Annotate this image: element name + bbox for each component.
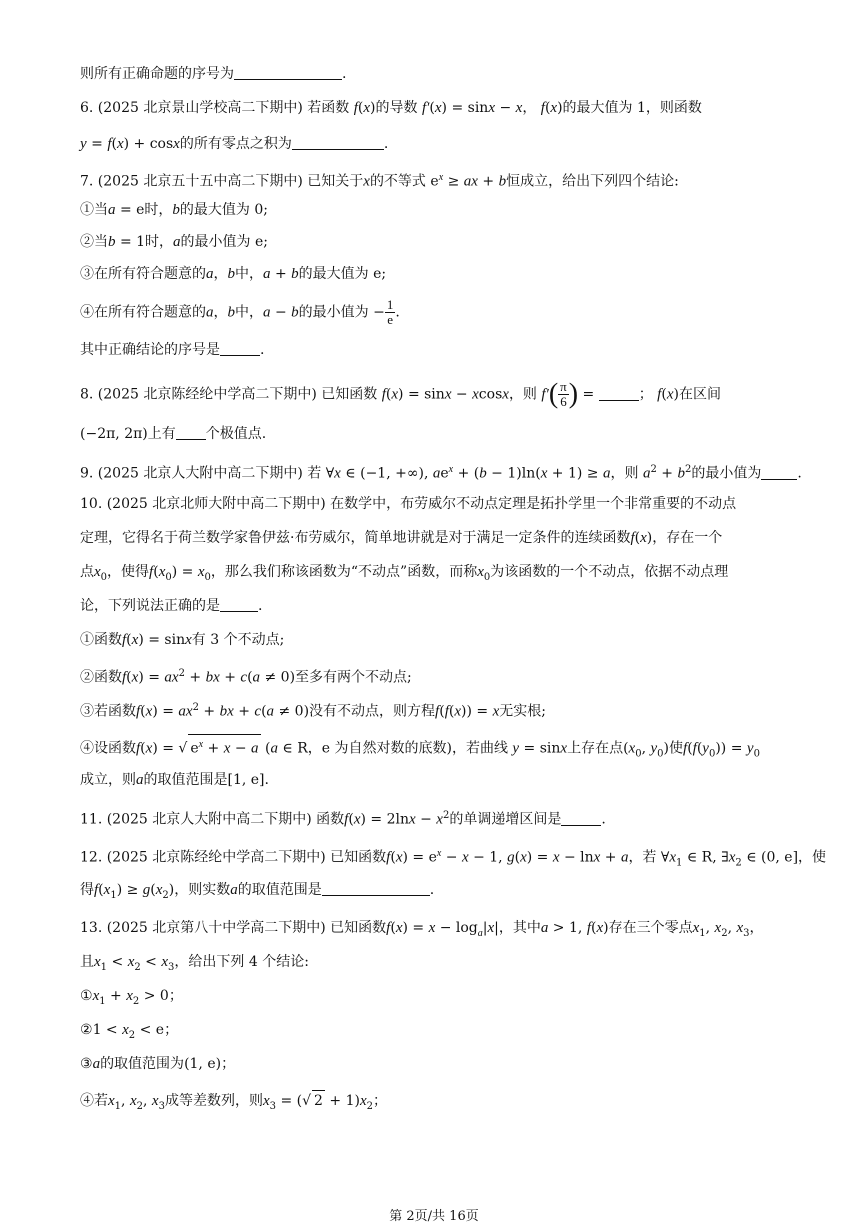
question-10-cont-1: 定理，它得名于荷兰数学家鲁伊兹·布劳威尔，简单地讲就是对于满足一定条件的连续函数f(x)，存在一个 xyxy=(80,530,723,546)
line-prev-question-end: 则所有正确命题的序号为 . xyxy=(80,66,347,82)
question-10-cont-2: 点$x_0$，使得$f(x_0) = x_0$，那么我们称该函数为“不动点”函数，而称$x_0$为该函数的一个不动点，依据不动点理 xyxy=(80,564,729,583)
answer-blank xyxy=(561,811,601,826)
answer-blank xyxy=(220,597,258,612)
question-7-option-1: ①当a = e时，b的最大值为 0; xyxy=(80,202,268,218)
question-13-option-4: ④若$x_1$, $x_2$, $x_3$成等差数列，则$x_3$ = (√ $2 + 1)x_2$； xyxy=(80,1090,808,1117)
answer-blank xyxy=(292,135,384,150)
question-7-end: 其中正确结论的序号是 . xyxy=(80,342,265,358)
question-10-option-3: ③若函数$f(x) = ax^2$ + bx + c(a ≠ 0)没有不动点，则方程f(f(x)) = x无实根; xyxy=(80,702,546,720)
question-6-cont: y = f(x) + cosx的所有零点之积为 . xyxy=(80,136,389,152)
question-10-option-4-cont: 成立，则a的取值范围是[1, e]. xyxy=(80,772,269,788)
fraction: $\frac{1}{e}$ xyxy=(386,297,394,327)
answer-blank xyxy=(761,465,797,480)
question-6: 6. (2025 北京景山学校高二下期中) 若函数 f(x)的导数 f′(x) = sinx − x， f(x)的最大值为 1，则函数 xyxy=(80,100,702,116)
question-7-option-3: ③在所有符合题意的a，b中，a + b的最大值为 e; xyxy=(80,266,387,282)
question-7-option-4: ④在所有符合题意的a，b中，a − b的最小值为 − $\frac{1}{e}$ . xyxy=(80,297,400,327)
question-9: 9. (2025 北京人大附中高二下期中) 若 ∀x ∈ (−1, +∞), $ae^x + (b - 1)\ln(x + 1) \ge a$，则 $a^2 + b^2$的最小值为 . xyxy=(80,464,802,482)
answer-blank xyxy=(176,425,206,440)
question-12-cont: 得$f(x_1) \ge g(x_2)$，则实数a的取值范围是 . xyxy=(80,882,435,901)
question-10-option-1: ①函数f(x) = sinx有 3 个不动点; xyxy=(80,632,285,648)
question-7: 7. (2025 北京五十五中高二下期中) 已知关于x的不等式 $e^x$ ≥ ax + b恒成立，给出下列四个结论: xyxy=(80,172,679,190)
page-footer: 第 2页/共 16页 xyxy=(389,1209,479,1224)
question-7-option-2: ②当b = 1时，a的最小值为 e; xyxy=(80,234,268,250)
question-11: 11. (2025 北京人大附中高二下期中) 函数$f(x) = 2\ln x - x^2$的单调递增区间是 . xyxy=(80,810,606,828)
question-10: 10. (2025 北京北师大附中高二下期中) 在数学中，布劳威尔不动点定理是拓扑学里一个非常重要的不动点 xyxy=(80,496,737,512)
question-13-option-1: $①x_1 + x_2 > 0$； xyxy=(80,988,183,1007)
question-13-cont: 且$x_1 < x_2 < x_3$，给出下列 4 个结论: xyxy=(80,954,309,973)
answer-blank xyxy=(220,341,260,356)
question-10-option-4: ④设函数f(x) = √ $e^x + x - a$ (a ∈ R，e 为自然对数的底数)，若曲线 y = sinx上存在点($x_0$, $y_0$)使$f(f(y_0)) = y_0$ xyxy=(80,734,808,764)
question-13-option-2: ②1 < $x_2 < e$； xyxy=(80,1022,179,1041)
question-8: 8. (2025 北京陈经纶中学高二下期中) 已知函数 f(x) = sinx − xcosx，则 f′( $\frac{\pi}{6}$ ) = ； f(x)在区间 xyxy=(80,378,721,410)
answer-blank xyxy=(234,65,342,80)
question-12: 12. (2025 北京陈经纶中学高二下期中) 已知函数$f(x) = e^x - x - 1$, g(x) = x − lnx + a，若 $\forall x_1$ ∈ R, $\exists x_2$ ∈ (0, e]，使 xyxy=(80,848,827,869)
question-13-option-3: ③a的取值范围为(1, e)； xyxy=(80,1056,236,1072)
answer-blank xyxy=(322,881,430,896)
question-10-option-2: ②函数$f(x) = ax^2$ + bx + c(a ≠ 0)至多有两个不动点; xyxy=(80,668,412,686)
question-8-cont: (−2π, 2π)上有 个极值点. xyxy=(80,426,267,442)
answer-blank xyxy=(599,386,639,401)
question-10-cont-3: 论，下列说法正确的是 . xyxy=(80,598,263,614)
question-13: 13. (2025 北京第八十中学高二下期中) 已知函数$f(x) = x - \log_a|x|$，其中a > 1, f(x)存在三个零点$x_1$, $x_2$, $x_3$， xyxy=(80,920,764,939)
